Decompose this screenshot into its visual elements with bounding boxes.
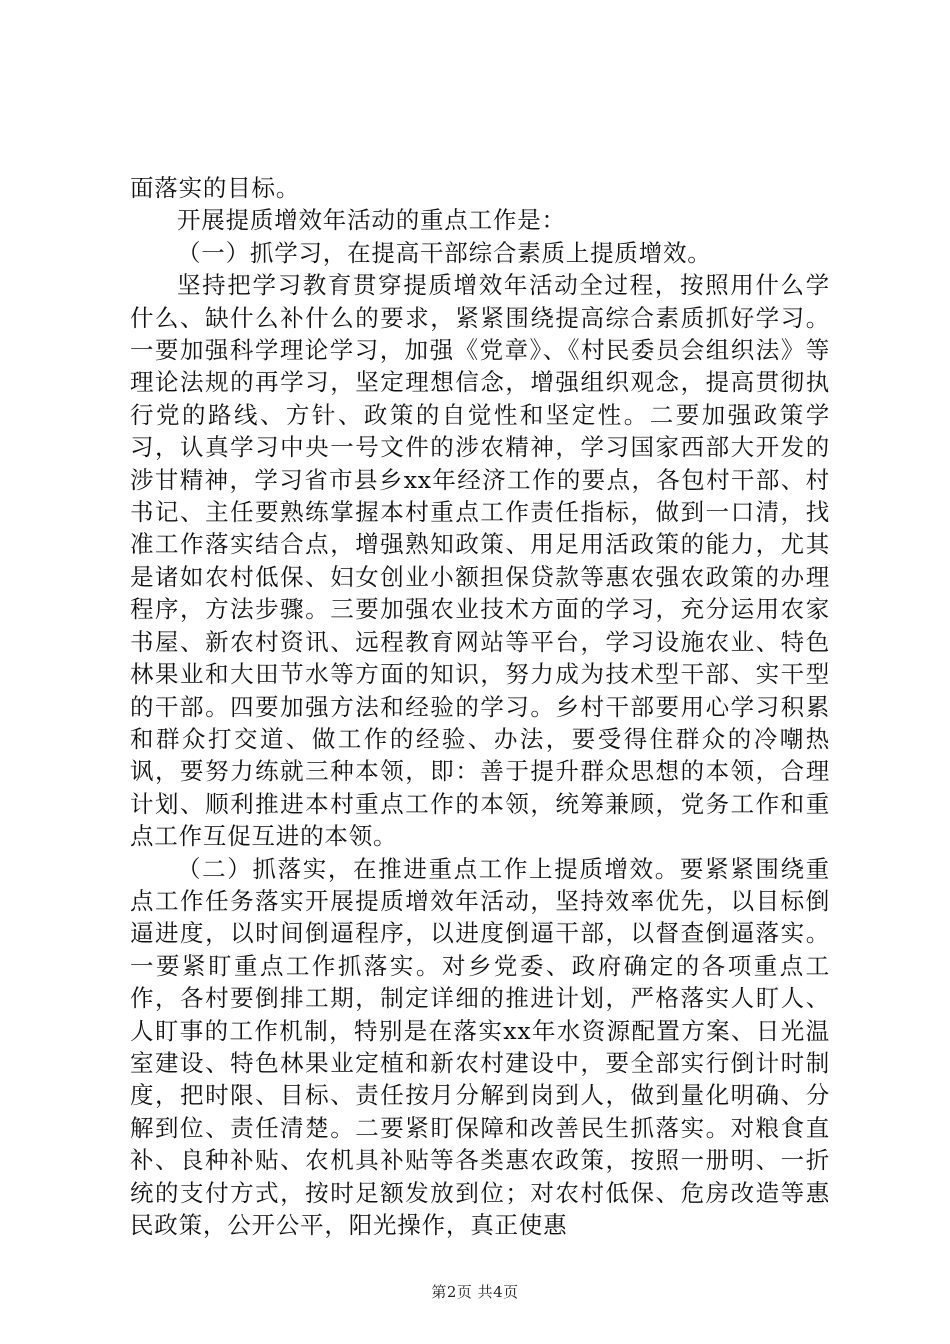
paragraph-intro: 开展提质增效年活动的重点工作是： bbox=[177, 206, 566, 235]
section-heading-1: （一）抓学习，在提高干部综合素质上提质增效。 bbox=[177, 238, 712, 267]
page-number-label: 第2页 共4页 bbox=[431, 1283, 519, 1301]
document-body bbox=[130, 172, 830, 1241]
section-heading-2-paragraph: （二）抓落实，在推进重点工作上提质增效。要紧紧围绕重点工作任务落实开展提质增效年活动，坚持效率优先，以目标倒逼进度，以时间倒逼程序，以进度倒逼干部，以督查倒逼落实。一要紧盯重点工作抓落实。对乡党委、政府确定的各项重点工作，各村要倒排工期，制定详细的推进计划，严格落实人盯人、人盯事的工作机制，特别是在落实xx年水资源配置方案、日光温室建设、特色林果业定植和新农村建设中，要全部实行倒计时制度，把时限、目标、责任按月分解到岗到人，做到量化明确、分解到位、责任清楚。二要紧盯保障和改善民生抓落实。对粮食直补、良种补贴、农机具补贴等各类惠农政策，按照一册明、一折统的支付方式，按时足额发放到位；对农村低保、危房改造等惠民政策，公开公平，阳光操作，真正使惠 bbox=[130, 854, 830, 1239]
page-footer bbox=[0, 1281, 950, 1302]
paragraph-study: 坚持把学习教育贯穿提质增效年活动全过程，按照用什么学什么、缺什么补什么的要求，紧紧围绕提高综合素质抓好学习。一要加强科学理论学习，加强《党章》、《村民委员会组织法》等理论法规的再学习，坚定理想信念，增强组织观念，提高贯彻执行党的路线、方针、政策的自觉性和坚定性。二要加强政策学习，认真学习中央一号文件的涉农精神，学习国家西部大开发的涉甘精神，学习省市县乡xx年经济工作的要点，各包村干部、村书记、主任要熟练掌握本村重点工作责任指标，做到一口清，找准工作落实结合点，增强熟知政策、用足用活政策的能力，尤其是诸如农村低保、妇女创业小额担保贷款等惠农强农政策的办理程序，方法步骤。三要加强农业技术方面的学习，充分运用农家书屋、新农村资讯、远程教育网站等平台，学习设施农业、特色林果业和大田节水等方面的知识，努力成为技术型干部、实干型的干部。四要加强方法和经验的学习。乡村干部要用心学习积累和群众打交道、做工作的经验、办法，要受得住群众的冷嘲热讽，要努力练就三种本领，即：善于提升群众思想的本领，合理计划、顺利推进本村重点工作的本领，统筹兼顾，党务工作和重点工作互促互进的本领。 bbox=[130, 271, 830, 851]
paragraph-continuation: 面落实的目标。 bbox=[130, 174, 301, 202]
